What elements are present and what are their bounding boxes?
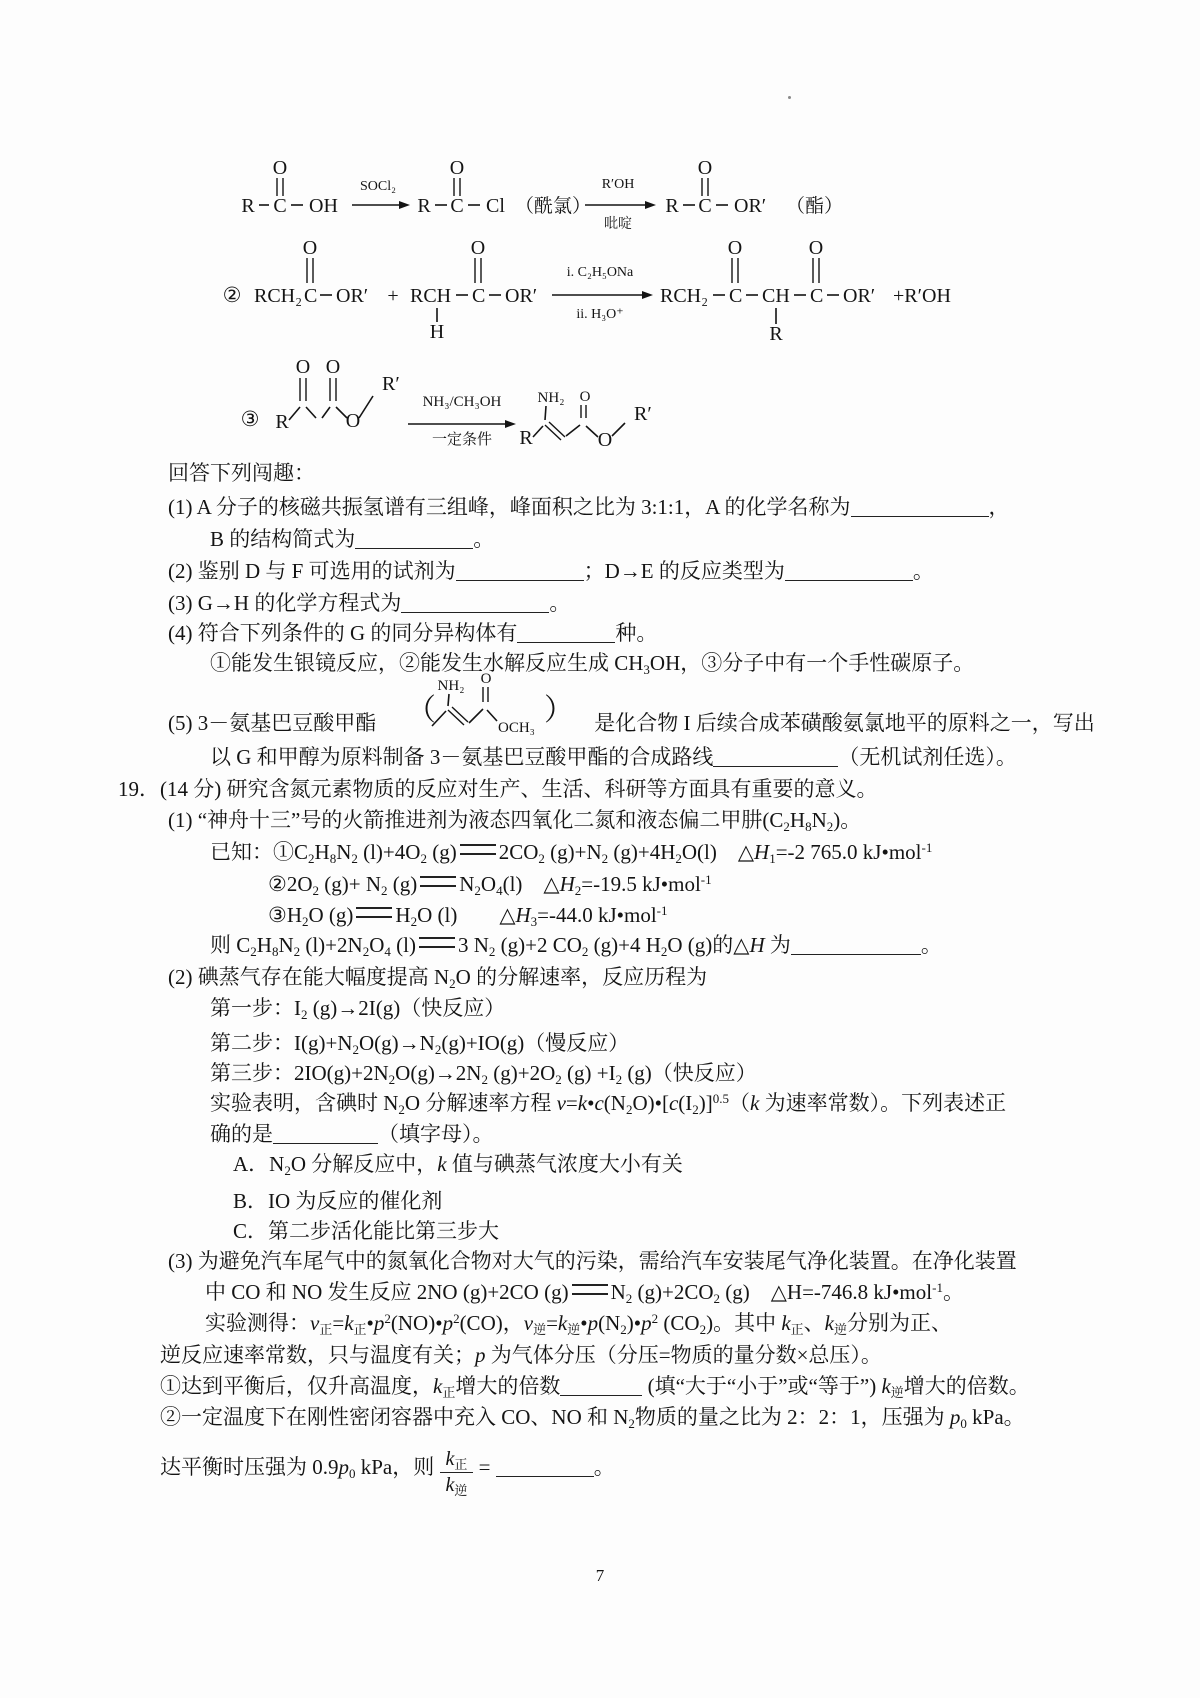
q18-item-4: (4) 符合下列条件的 G 的同分异构体有 种。 [168, 621, 658, 645]
q19-step-2: 第二步：$I(g)+N_2O(g)\to N_2(g)+IO(g)$（慢反应） [210, 1031, 630, 1057]
atom-label: R [417, 195, 431, 217]
bond [612, 423, 625, 436]
amino-label: NH₂ [537, 390, 565, 406]
right-paren: ） [544, 694, 574, 727]
q18-item-1: (1) A 分子的核磁共振氢谱有三组峰，峰面积之比为 3:1:1，A 的化学名称为 ， [168, 495, 1010, 519]
atom-label: R [519, 427, 533, 449]
plus-sign: + [387, 285, 399, 307]
atom-label: OR′ [734, 195, 767, 217]
reaction-3 [241, 356, 652, 451]
atom-label: O [597, 429, 613, 451]
amino-label: NH₂ [437, 678, 465, 694]
condition-label: i. C₂H₅ONa [566, 265, 634, 280]
equals-sign [572, 1284, 608, 1295]
q19-item-3: (3) 为避免汽车尾气中的氮氧化合物对大气的污染，需给汽车安装尾气净化装置。在净化装置 [168, 1249, 1017, 1273]
q18-item-3: (3) G→H 的化学方程式为 。 [168, 591, 571, 615]
condition-label: 吡啶 [604, 217, 632, 232]
atom-label: O [470, 237, 486, 259]
bond [306, 407, 316, 418]
equals-sign [420, 876, 456, 887]
left-paren: （ [406, 694, 436, 727]
q19-option-a: A．$N_2O$ 分解反应中，k 值与碘蒸气浓度大小有关 [233, 1152, 683, 1178]
atom-label: RCH₂ [254, 285, 303, 307]
bond [586, 426, 598, 437]
reaction-2 [223, 237, 951, 345]
atom-label: R′ [634, 403, 652, 425]
q19-eq-2: $②2O_2$ $(g)+ N_2$ (g) $N_2O_4(l)$ $\triangle H_2=-19.5$ kJ•mol$^{-1}$ [268, 872, 712, 898]
atom-label: C [698, 195, 712, 217]
answer-blank [273, 1125, 378, 1144]
atom-label: C [304, 285, 318, 307]
q19-sub-2: ②一定温度下在刚性密闭容器中充入 CO、NO 和 $N_2$物质的量之比为 2：2：1，压强为 $p_0$ kPa。 [160, 1405, 1025, 1431]
q19-rate-constants: 实验测得：$v_正=k_正•p^2(NO)•p^2(CO)$，$v_逆=k_逆•p(N_2)•p^2$ $(CO_2)$。其中 $k_正$、$k_逆$分别为正、 [205, 1311, 953, 1337]
atom-label: O [345, 410, 361, 432]
acyl-chloride-label: （酰氯） [515, 196, 592, 217]
answer-prompt: 回答下列闯趣： [168, 461, 315, 485]
atom-label: H [429, 321, 445, 343]
answer-blank [517, 624, 615, 643]
q19-item-3-eq: 中 CO 和 NO 发生反应 2NO (g)+2CO (g) $N_2$ $(g)+2CO_2$ (g) △H=-746.8 kJ•mol$^{-1}$。 [205, 1280, 964, 1306]
atom-label: O [480, 671, 492, 687]
condition-label: R′OH [601, 177, 635, 192]
answer-blank [456, 562, 584, 581]
q19-item-1: (1) “神舟十三”号的火箭推进剂为液态四氧化二氮和液态偏二甲肼$(C_2H_8N_2)$。 [168, 808, 862, 834]
page-number: 7 [595, 1566, 605, 1585]
q19-rate-constants-cont: 逆反应速率常数，只与温度有关；p 为气体分压（分压=物质的量分数×总压）。 [160, 1343, 882, 1367]
answer-blank [355, 530, 473, 549]
answer-blank [851, 498, 989, 517]
q19-sub-1: ①达到平衡后，仅升高温度，$k_正$增大的倍数 (填“大于“小于”或“等于”) $k_逆$增大的倍数。 [160, 1374, 1030, 1400]
q19-target-eq: 则 $C_2H_8N_2$ $(l)+2N_2O_4$ (l) 3 $N_2$ (g)+2 $CO_2$ (g)+4 $H_2O$ (g)的△H 为 。 [210, 933, 942, 959]
atom-label: C [810, 285, 824, 307]
atom-label: OH [309, 195, 338, 217]
arrow-head [645, 201, 656, 209]
atom-label: O [295, 356, 311, 378]
q19-option-c: C．第二步活化能比第三步大 [233, 1219, 500, 1243]
answer-blank [791, 936, 921, 955]
atom-label: O [302, 237, 318, 259]
q19-rate-law: 实验表明，含碘时 $N_2O$ 分解速率方程 $v=k•c(N_2O)•[c(I_2)]^{0.5}(k$ 为速率常数）。下列表述正 [210, 1091, 1007, 1117]
double-bond [545, 425, 561, 440]
bond [566, 425, 580, 436]
q18-item-2: (2) 鉴别 D 与 F 可选用的试剂为 ；D→E 的反应类型为 。 [168, 559, 934, 583]
q18-item-5: (5) 3－氨基巴豆酸甲酯 是化合物 I 后续合成苯磺酸氨氯地平的原料之一，写出 [168, 711, 1095, 735]
answer-blank [496, 1458, 594, 1477]
reaction-number: ③ [240, 407, 260, 431]
atom-label: O [727, 237, 743, 259]
bond [289, 407, 300, 420]
k-ratio-fraction: $\frac{k_正}{k_逆}$ [440, 1448, 474, 1497]
bond [322, 407, 330, 418]
arrow-head [399, 201, 410, 209]
q18-item-1-cont: B 的结构简式为 。 [210, 527, 495, 551]
bond [545, 406, 546, 420]
atom-label: C [729, 285, 743, 307]
atom-label: R [769, 323, 783, 345]
reaction-1 [241, 157, 843, 232]
equals-sign [460, 844, 496, 855]
q19-option-b: B．IO 为反应的催化剂 [233, 1189, 443, 1213]
q19-rate-law-cont: 确的是 （填字母）。 [210, 1122, 494, 1146]
reaction-number: ② [222, 283, 242, 307]
answer-blank [713, 748, 838, 767]
atom-label: O [697, 157, 713, 179]
q19-sub-2-cont: 达平衡时压强为 $0.9p_0$ kPa，则 $\frac{k_正}{k_逆}$ = 。 [160, 1448, 615, 1498]
bond [448, 694, 449, 706]
answer-blank [560, 1377, 642, 1396]
ester-label: （酯） [786, 196, 844, 217]
bond [533, 426, 543, 437]
double-bond [549, 422, 565, 437]
answer-blank [785, 562, 913, 581]
atom-label: O [808, 237, 824, 259]
atom-label: RCH [410, 285, 452, 307]
answer-blank [401, 594, 549, 613]
atom-label: O [579, 389, 591, 405]
arrow-head [505, 420, 516, 428]
atom-label: CH [762, 285, 790, 307]
equals-sign [356, 907, 392, 918]
q18-item-4-conditions: ①能发生银镜反应，②能发生水解反应生成 $CH_3OH$，③分子中有一个手性碳原子。 [210, 651, 975, 677]
atom-label: O [325, 356, 341, 378]
condition-label: NH₃/CH₃OH [422, 394, 502, 410]
reaction-scheme [0, 130, 1200, 470]
q19-step-3: 第三步：$2IO(g)+2N_2O(g)\to 2N_2$ $(g)+2O_2$ $(g) +I_2$ (g)（快反应） [210, 1061, 757, 1087]
atom-label: OR′ [336, 285, 369, 307]
atom-label: R [241, 195, 255, 217]
q19-eq-1: 已知：$①C_2H_8N_2$ $(l)+4O_2$ (g) $2CO_2$ $(g)+N_2$ $(g)+4H_2O(l)$ $\triangle H_1=-2$ 765.0 kJ•mol$^{-1}$ [210, 840, 933, 866]
q19-stem: 19．(14 分) 研究含氮元素物质的反应对生产、生活、科研等方面具有重要的意义。 [118, 777, 878, 801]
q19-eq-3: $③H_2O$ (g) $H_2O$ (l) $\triangle H_3=-44.0$ kJ•mol$^{-1}$ [268, 903, 668, 929]
condition-label: SOCl₂ [359, 179, 397, 194]
q19-step-1: 第一步：$I_2$ (g)→2I(g)（快反应） [210, 996, 506, 1022]
scan-artifact-dot [788, 96, 791, 99]
q19-item-2: (2) 碘蒸气存在能大幅度提高 $N_2O$ 的分解速率，反应历程为 [168, 965, 708, 991]
atom-label: RCH₂ [660, 285, 709, 307]
atom-label: OR′ [843, 285, 876, 307]
ester-group-label: OCH₃ [498, 720, 535, 736]
equals-sign [419, 937, 455, 948]
atom-label: R′ [382, 373, 400, 395]
atom-label: C [450, 195, 464, 217]
byproduct-label: +R′OH [893, 285, 951, 307]
atom-label: Cl [486, 195, 505, 217]
atom-label: C [273, 195, 287, 217]
atom-label: C [472, 285, 486, 307]
condition-label: ii. H₃O⁺ [576, 307, 624, 322]
condition-label: 一定条件 [431, 432, 493, 448]
arrow-head [642, 291, 653, 299]
atom-label: R [665, 195, 679, 217]
q18-item-5-cont: 以 G 和甲醇为原料制备 3－氨基巴豆酸甲酯的合成路线 （无机试剂任选）。 [210, 745, 1017, 769]
atom-label: O [449, 157, 465, 179]
atom-label: O [272, 157, 288, 179]
atom-label: OR′ [505, 285, 538, 307]
atom-label: R [275, 411, 289, 433]
bond [359, 396, 373, 418]
